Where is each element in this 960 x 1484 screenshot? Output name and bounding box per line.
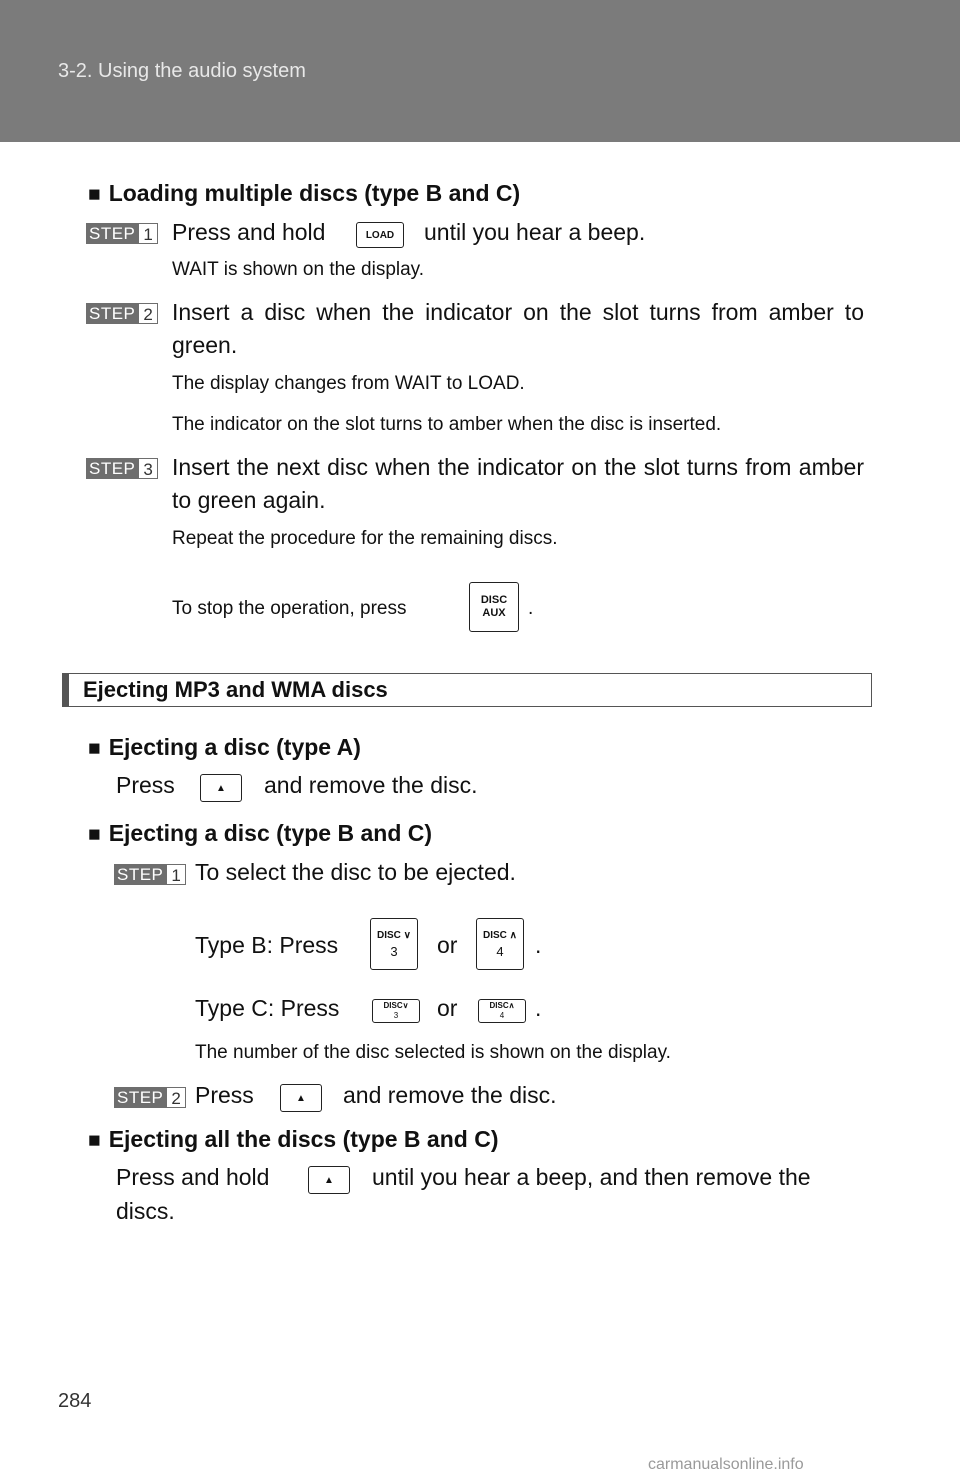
chevron-up-icon: ∧ — [508, 1001, 515, 1010]
disc-up-button-b[interactable]: DISC ∧ 4 — [476, 918, 524, 970]
eject-step-badge-1: STEP 1 — [114, 864, 186, 885]
loading-heading: ■ Loading multiple discs (type B and C) — [88, 180, 521, 206]
eject-all-text-line2: discs. — [116, 1198, 175, 1224]
step3-text: Insert the next disc when the indicator on the slot turns from amber to green again. — [172, 454, 864, 513]
step3-note: Repeat the procedure for the remaining discs. — [172, 528, 558, 549]
chevron-down-icon: ∨ — [402, 1001, 409, 1010]
eject-step-badge-2: STEP 2 — [114, 1087, 186, 1108]
stop-text: To stop the operation, press — [172, 598, 407, 619]
header-title: 3-2. Using the audio system — [58, 60, 306, 82]
eject-icon: ▲ — [216, 782, 226, 794]
eject-step1-text: To select the disc to be ejected. — [195, 859, 516, 885]
step1-note: WAIT is shown on the display. — [172, 259, 425, 280]
type-c-period: . — [535, 995, 542, 1021]
disc-aux-button[interactable]: DISC AUX — [469, 582, 519, 632]
eject-icon: ▲ — [324, 1174, 334, 1186]
chevron-down-icon: ∨ — [403, 930, 411, 941]
eject-icon: ▲ — [296, 1092, 306, 1104]
type-b-text: Type B: Press — [195, 932, 339, 958]
eject-all-text-after: until you hear a beep, and then remove the — [372, 1164, 811, 1190]
chevron-up-icon: ∧ — [509, 930, 517, 941]
disc-down-button-b[interactable]: DISC ∨ 3 — [370, 918, 418, 970]
step2-note-2: The indicator on the slot turns to amber when the disc is inserted. — [172, 414, 722, 435]
step1-text-after: until you hear a beep. — [424, 219, 646, 245]
page-number: 284 — [58, 1390, 92, 1412]
eject-button-type-a[interactable] — [200, 774, 242, 802]
section-title-bar — [62, 673, 872, 707]
step-badge-3: STEP 3 — [86, 458, 158, 479]
eject-button-step2[interactable] — [280, 1084, 322, 1112]
eject-type-bc-heading: ■ Ejecting a disc (type B and C) — [88, 820, 433, 846]
type-a-text-after: and remove the disc. — [264, 772, 478, 798]
eject-all-text-before: Press and hold — [116, 1164, 270, 1190]
disc-number-note: The number of the disc selected is shown on the display. — [195, 1042, 671, 1063]
type-a-text-before: Press — [116, 772, 175, 798]
eject-type-a-heading: ■ Ejecting a disc (type A) — [88, 734, 361, 760]
disc-up-button-c[interactable]: DISC∧ 4 — [478, 999, 526, 1023]
type-c-or: or — [437, 995, 458, 1021]
section-title: Ejecting MP3 and WMA discs — [83, 677, 388, 702]
eject-all-button[interactable] — [308, 1166, 350, 1194]
step1-text-before: Press and hold — [172, 219, 326, 245]
step-badge-1: STEP 1 — [86, 223, 158, 244]
type-b-or: or — [437, 932, 458, 958]
disc-down-button-c[interactable]: DISC∨ 3 — [372, 999, 420, 1023]
eject-step2-after: and remove the disc. — [343, 1082, 557, 1108]
type-b-period: . — [535, 932, 542, 958]
eject-all-heading: ■ Ejecting all the discs (type B and C) — [88, 1126, 499, 1152]
step2-text: Insert a disc when the indicator on the slot turns from amber to green. — [172, 299, 864, 358]
watermark: carmanualsonline.info — [648, 1456, 804, 1473]
eject-step2-before: Press — [195, 1082, 254, 1108]
step2-note-1: The display changes from WAIT to LOAD. — [172, 373, 525, 394]
step-badge-2: STEP 2 — [86, 303, 158, 324]
page-header — [0, 0, 960, 142]
stop-period: . — [528, 598, 534, 619]
load-button[interactable]: LOAD — [356, 222, 404, 248]
type-c-text: Type C: Press — [195, 995, 340, 1021]
